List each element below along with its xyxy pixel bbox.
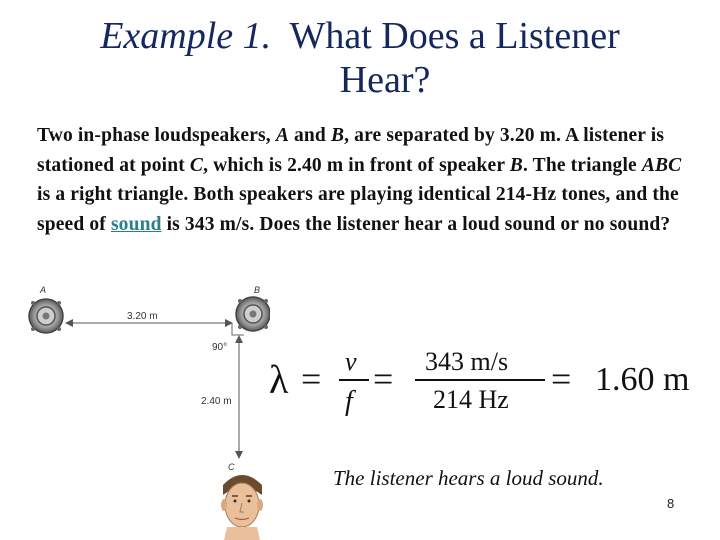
angle-label: 90° (212, 342, 228, 353)
eq-equals-2: = (373, 359, 394, 399)
distance-ab-label: 3.20 m (127, 311, 158, 322)
speaker-triangle-diagram (20, 280, 270, 540)
problem-var-b: B (330, 125, 345, 146)
problem-var-a: A (275, 125, 289, 146)
problem-text: and (289, 125, 331, 146)
eq-f: f (345, 386, 353, 417)
wavelength-equation (265, 338, 705, 418)
problem-text: is a right triangle. Both speakers are playing identical 214-Hz tones, and the speed of (37, 184, 679, 235)
slide-title (0, 14, 720, 102)
listener-head-icon (221, 475, 263, 540)
title-example-label: Example 1. (100, 15, 272, 57)
problem-text: Two in-phase loudspeakers, (37, 125, 276, 146)
problem-var-abc: ABC (641, 154, 682, 176)
eq-numerator: 343 m/s (425, 347, 509, 376)
speaker-b-icon (236, 297, 270, 331)
speaker-a-icon (29, 299, 63, 333)
problem-text: , which is 2.40 m in front of speaker (203, 154, 510, 176)
eq-result: 1.60 m (595, 361, 690, 398)
label-a: A (40, 285, 47, 295)
eq-equals-3: = (551, 359, 572, 399)
eq-lambda: λ (269, 357, 289, 402)
problem-var-c: C (189, 154, 204, 176)
eq-denominator: 214 Hz (433, 385, 509, 414)
answer-text: The listener hears a loud sound. (333, 466, 604, 490)
problem-text: , are separated by 3.20 m. A listener is stationed at point (37, 125, 665, 176)
eq-equals-1: = (301, 359, 322, 399)
label-b: B (254, 285, 261, 295)
problem-var-b: B (509, 154, 523, 176)
title-line-2: Hear? (339, 59, 431, 101)
eq-v: v (345, 347, 357, 376)
problem-text: is 343 m/s. Does the listener hear a loud sound or no sound? (161, 213, 671, 235)
problem-statement (37, 121, 687, 239)
sound-link[interactable]: sound (110, 213, 162, 235)
title-line-1 (0, 14, 720, 58)
distance-bc-label: 2.40 m (201, 396, 232, 407)
label-c: C (228, 462, 235, 472)
problem-text: . The triangle (522, 154, 642, 176)
title-question-part: What Does a Listener (289, 15, 620, 57)
slide-number: 8 (667, 496, 675, 511)
